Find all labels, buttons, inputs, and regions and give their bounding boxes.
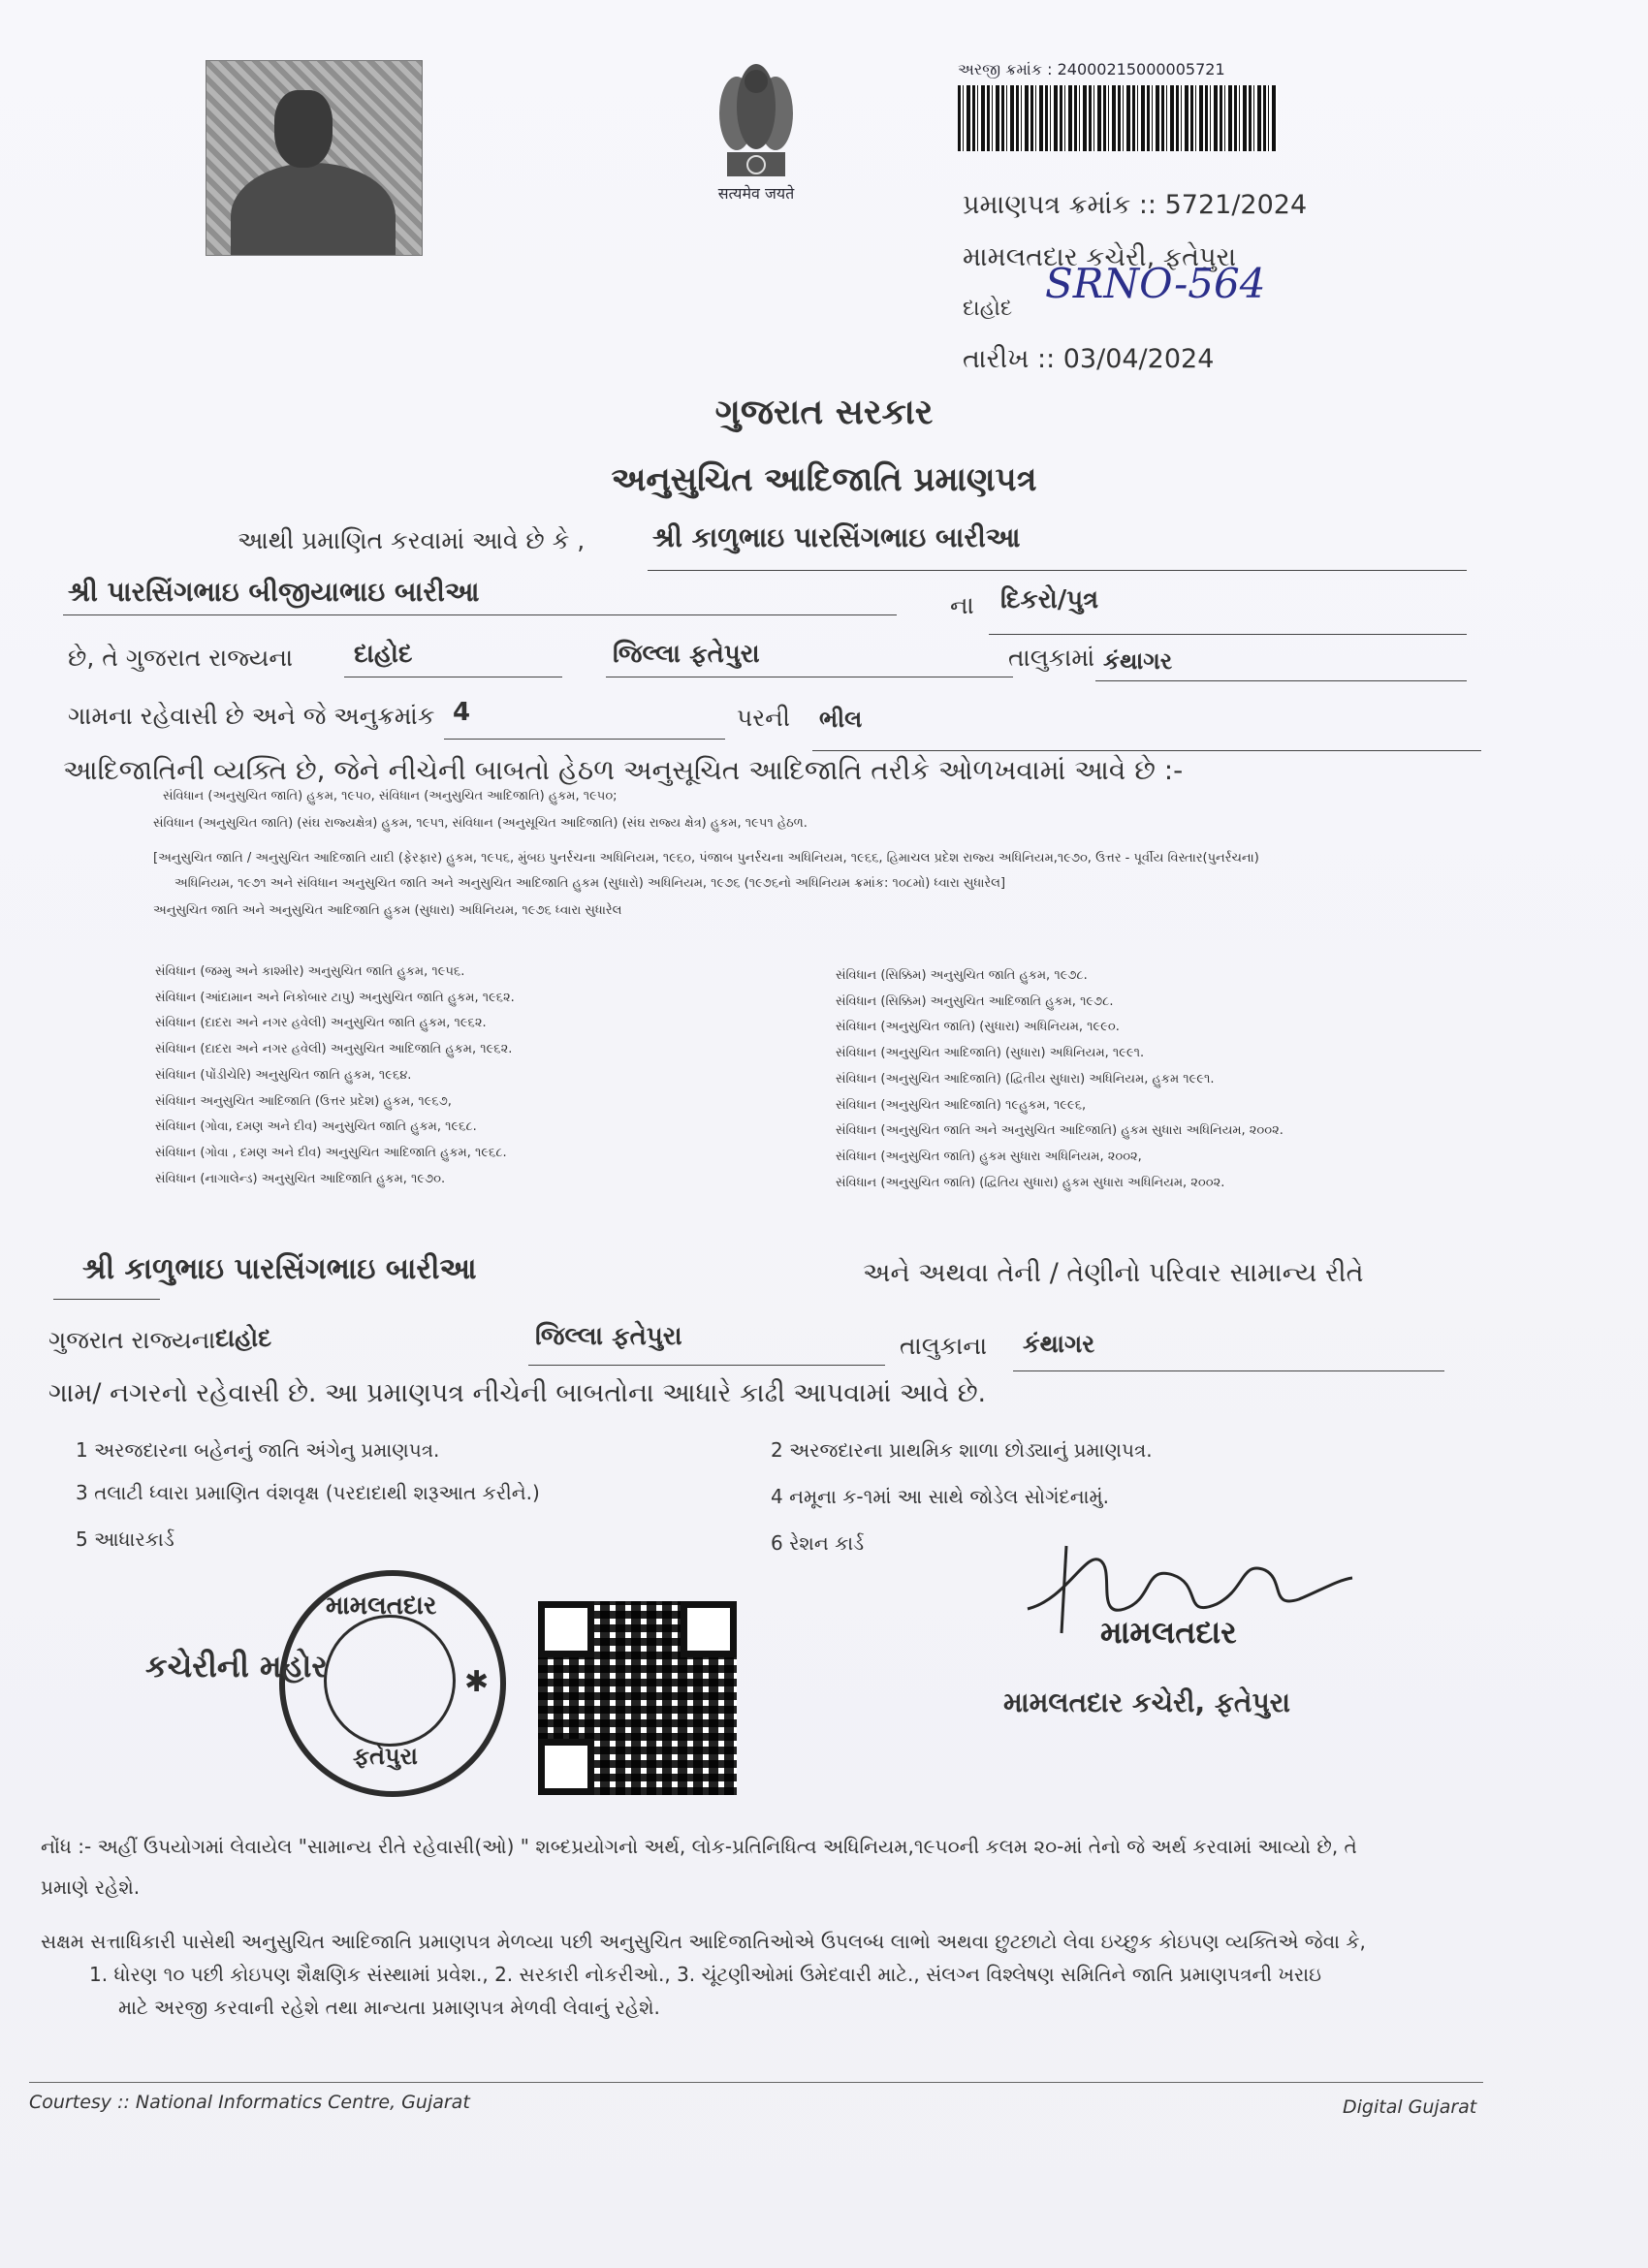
document-item: 5 આધારકાર્ડ (76, 1528, 174, 1551)
order-line-4: અધિનિયમ, ૧૯૭૧ અને સંવિધાન અનુસુચિત જાતિ અને અનુસુચિત આદિજાતિ હુકમ (સુધારો) અધિનિયમ, ૧૯૭૬ (૧૯૭૬નો અધિનિયમ ક્રમાંક: ૧૦૮મો) ધ્વારા સુધારેલ] (174, 876, 1006, 891)
note-1-continued: પ્રમાણે રહેશે. (41, 1875, 141, 1899)
resident-name: શ્રી કાળુભાઇ પારસિંગભાઇ બારીઆ (82, 1252, 477, 1286)
res-taluka-value: કંથાગર (1023, 1330, 1095, 1358)
signatory-title: મામલતદાર (1100, 1614, 1237, 1651)
seal-text-bottom: ફતેપુરા (353, 1743, 418, 1770)
barcode (958, 85, 1278, 151)
footer-right: Digital Gujarat (1343, 2096, 1477, 2118)
district-label: જિલ્લા ફતેપુરા (613, 640, 760, 669)
seal-star-icon: ✱ (464, 1665, 490, 1699)
order-item: સંવિધાન (અનુસુચિત જાતિ) (દ્વિતિય સુધારા) હુકમ સુધારા અધિનિયમ, ૨૦૦૨. (836, 1175, 1225, 1190)
government-title: ગુજરાત સરકાર (714, 393, 934, 432)
tribe-recognition-line: આદિજાતિની વ્યક્તિ છે, જેને નીચેની બાબતો હેઠળ અનુસૂચિત આદિજાતિ તરીકે ઓળખવામાં આવે છે :- (63, 754, 1184, 786)
serial-number: 4 (453, 698, 471, 727)
issue-date: તારીખ :: 03/04/2024 (963, 344, 1215, 374)
certify-label: આથી પ્રમાણિત કરવામાં આવે છે કે , (238, 526, 586, 554)
order-item: સંવિધાન (અનુસુચિત જાતિ) હુકમ સુધારા અધિનિયમ, ૨૦૦૨, (836, 1149, 1142, 1164)
residence-basis-line: ગામ/ નગરનો રહેવાસી છે. આ પ્રમાણપત્ર નીચેની બાબતોના આધારે કાઢી આપવામાં આવે છે. (48, 1378, 987, 1408)
relation: દિકરો/પુત્ર (1000, 585, 1099, 614)
seal-text-top: મામલતદાર (326, 1591, 437, 1621)
handwritten-serial: SRNO-564 (1045, 260, 1266, 307)
office-seal-label: કચેરીની મહોર (145, 1648, 328, 1685)
qr-code (538, 1601, 737, 1795)
order-item: સંવિધાન (અનુસુચિત આદિજાતિ) ૧૯હુકમ, ૧૯૯૬, (836, 1097, 1087, 1113)
order-item: સંવિધાન (જમ્મુ અને કાશ્મીર) અનુસુચિત જાતિ હુકમ, ૧૯૫૬. (155, 964, 465, 979)
order-item: સંવિધાન (અનુસુચિત જાતિ) (સુધારા) અધિનિયમ, ૧૯૯૦. (836, 1020, 1120, 1035)
applicant-name: શ્રી કાળુભાઇ પારસિંગભાઇ બારીઆ (652, 521, 1021, 553)
order-line-2: સંવિધાન (અનુસુચિત જાતિ) (સંઘ રાજ્યક્ષેત્ર) હુકમ, ૧૯૫૧, સંવિધાન (અનુસૂચિત આદિજાતિ) (સંઘ રાજ્ય ક્ષેત્ર) હુકમ, ૧૯૫૧ હેઠળ. (153, 816, 808, 831)
of-label: ના (950, 591, 974, 619)
dakhla-label: દાહોદ (963, 297, 1013, 321)
order-item: સંવિધાન (સિક્કિમ) અનુસુચિત આદિજાતિ હુકમ, ૧૯૭૮. (836, 993, 1114, 1009)
document-item: 1 અરજદારના બહેનનું જાતિ અંગેનુ પ્રમાણપત્ર. (76, 1438, 440, 1462)
order-line-1: સંવિધાન (અનુસુચિત જાતિ) હુકમ, ૧૯૫૦, સંવિધાન (અનુસુચિત આદિજાતિ) હુકમ, ૧૯૫૦; (163, 789, 618, 803)
certificate-number: પ્રમાણપત્ર ક્રમાંક :: 5721/2024 (963, 190, 1308, 220)
order-item: સંવિધાન (નાગાલેન્ડ) અનુસુચિત આદિજાતિ હુકમ, ૧૯૭૦. (155, 1171, 446, 1186)
father-name: શ્રી પારસિંગભાઇ બીજીયાભાઇ બારીઆ (68, 576, 480, 608)
order-item: સંવિધાન (સિક્કિમ) અનુસુચિત જાતિ હુકમ, ૧૯૭૮. (836, 968, 1088, 983)
order-line-5: અનુસુચિત જાતિ અને અનુસુચિત આદિજાતિ હુકમ (સુધારા) અધિનિયમ, ૧૯૭૬ ધ્વારા સુધારેલ (153, 903, 622, 918)
orders-right-column (836, 963, 1284, 1196)
state-label: છે, તે ગુજરાત રાજ્યના (68, 644, 294, 672)
res-state-label: ગુજરાત રાજ્યના (48, 1326, 216, 1354)
issuing-office: મામલતદાર કચેરી, ફતેપુરા (963, 242, 1237, 272)
orders-left-column (155, 960, 515, 1192)
district-value: દાહોદ (354, 640, 413, 669)
document-item: 4 નમૂના ક-૧માં આ સાથે જોડેલ સોગંદનામું. (771, 1485, 1110, 1508)
order-item: સંવિધાન (અનુસુચિત આદિજાતિ) (દ્વિતીય સુધારા) અધિનિયમ, હુકમ ૧૯૯૧. (836, 1071, 1215, 1087)
res-district-value: દાહોદ (215, 1324, 272, 1352)
order-item: સંવિધાન (ગોવા, દમણ અને દીવ) અનુસુચિત જાતિ હુકમ, ૧૯૬૮. (155, 1119, 477, 1135)
emblem-motto: सत्यमेव जयते (717, 184, 795, 203)
tribe-name: ભીલ (819, 706, 863, 733)
taluka-label: તાલુકામાં (1008, 644, 1095, 672)
order-item: સંવિધાન (અનુસુચિત આદિજાતિ) (સુધારા) અધિનિયમ, ૧૯૯૧. (836, 1046, 1145, 1061)
order-line-3: [અનુસુચિત જાતિ / અનુસુચિત આદિજાતિ યાદી (ફેરફાર) હુકમ, ૧૯૫૬, મુંબઇ પુનર્રચના અધિનિયમ, ૧૯૬૦, પંજાબ પુનર્રચના અધિનિયમ, ૧૯૬૬, હિમાચલ પ્રદેશ રાજ્ય અધિનિયમ,૧૯૭૦, ઉત્તર - પૂર્વીય વિસ્તાર(પુનર્રચના) (153, 851, 1259, 866)
certificate-title: અનુસુચિત આદિજાતિ પ્રમાણપત્ર (611, 460, 1037, 499)
note-3: 1. ધોરણ ૧૦ પછી કોઇપણ શૈક્ષણિક સંસ્થામાં પ્રવેશ., 2. સરકારી નોકરીઓ., 3. ચૂંટણીઓમાં ઉમેદવારી માટે., સંલગ્ન વિશ્લેષણ સમિતિને જાતિ પ્રમાણપત્રની ખરાઇ (89, 1963, 1322, 1986)
res-district-label: જિલ્લા ફતેપુરા (535, 1322, 682, 1351)
application-number: અરજી ક્રમાંક : 24000215000005721 (958, 60, 1225, 79)
applicant-photo (206, 60, 423, 256)
order-item: સંવિધાન (ગોવા , દમણ અને દીવ) અનુસુચિત આદિજાતિ હુકમ, ૧૯૬૮. (155, 1145, 507, 1160)
note-2: સક્ષમ સત્તાધિકારી પાસેથી અનુસુચિત આદિજાતિ પ્રમાણપત્ર મેળવ્યા પછી અનુસુચિત આદિજાતિઓએ ઉપલબ્ધ લાભો અથવા છુટછાટો લેવા ઇચ્છુક કોઇપણ વ્યક્તિએ જેવા કે, (41, 1930, 1366, 1953)
res-taluka-label: તાલુકાના (900, 1332, 988, 1360)
par-label: પરની (737, 704, 790, 732)
note-1: નોંધ :- અહીં ઉપયોગમાં લેવાયેલ "સામાન્ય રીતે રહેવાસી(ઓ) " શબ્દપ્રયોગનો અર્થ, લોક-પ્રતિનિધિત્વ અધિનિયમ,૧૯૫૦ની કલમ ૨૦-માં તેનો જે અર્થ કરવામાં આવ્યો છે, તે (41, 1835, 1357, 1858)
residence-label: ગામના રહેવાસી છે અને જે અનુક્રમાંક (68, 702, 435, 730)
footer-rule (29, 2082, 1483, 2083)
taluka-value: કંથાગર (1103, 647, 1173, 675)
order-item: સંવિધાન અનુસુચિત આદિજાતિ (ઉત્તર પ્રદેશ) હુકમ, ૧૯૬૭, (155, 1093, 452, 1109)
signatory-office: મામલતદાર કચેરી, ફતેપુરા (1003, 1686, 1290, 1718)
footer-left: Courtesy :: National Informatics Centre, Gujarat (29, 2092, 470, 2113)
document-item: 3 તલાટી ધ્વારા પ્રમાણિત વંશવૃક્ષ (પરદાદાથી શરૂઆત કરીને.) (76, 1481, 540, 1504)
order-item: સંવિધાન (દાદરા અને નગર હવેલી) અનુસુચિત જાતિ હુકમ, ૧૯૬૨. (155, 1016, 487, 1031)
document-item: 6 રેશન કાર્ડ (771, 1531, 865, 1555)
order-item: સંવિધાન (દાદરા અને નગર હવેલી) અનુસુચિત આદિજાતિ હુકમ, ૧૯૬૨. (155, 1042, 513, 1057)
order-item: સંવિધાન (પોંડીચેરિ) અનુસુચિત જાતિ હુકમ, ૧૯૬૪. (155, 1067, 412, 1083)
order-item: સંવિધાન (આંદામાન અને નિકોબાર ટાપુ) અનુસુચિત જાતિ હુકમ, ૧૯૬૨. (155, 990, 515, 1005)
order-item: સંવિધાન (અનુસુચિત જાતિ અને અનુસુચિત આદિજાતિ) હુકમ સુધારા અધિનિયમ, ૨૦૦૨. (836, 1123, 1284, 1139)
note-4: માટે અરજી કરવાની રહેશે તથા માન્યતા પ્રમાણપત્ર મેળવી લેવાનું રહેશે. (118, 1996, 660, 2019)
family-text: અને અથવા તેની / તેણીનો પરિવાર સામાન્ય રીતે (863, 1258, 1364, 1288)
ashoka-emblem-icon (703, 60, 809, 186)
document-item: 2 અરજદારના પ્રાથમિક શાળા છોડ્યાનું પ્રમાણપત્ર. (771, 1438, 1153, 1462)
